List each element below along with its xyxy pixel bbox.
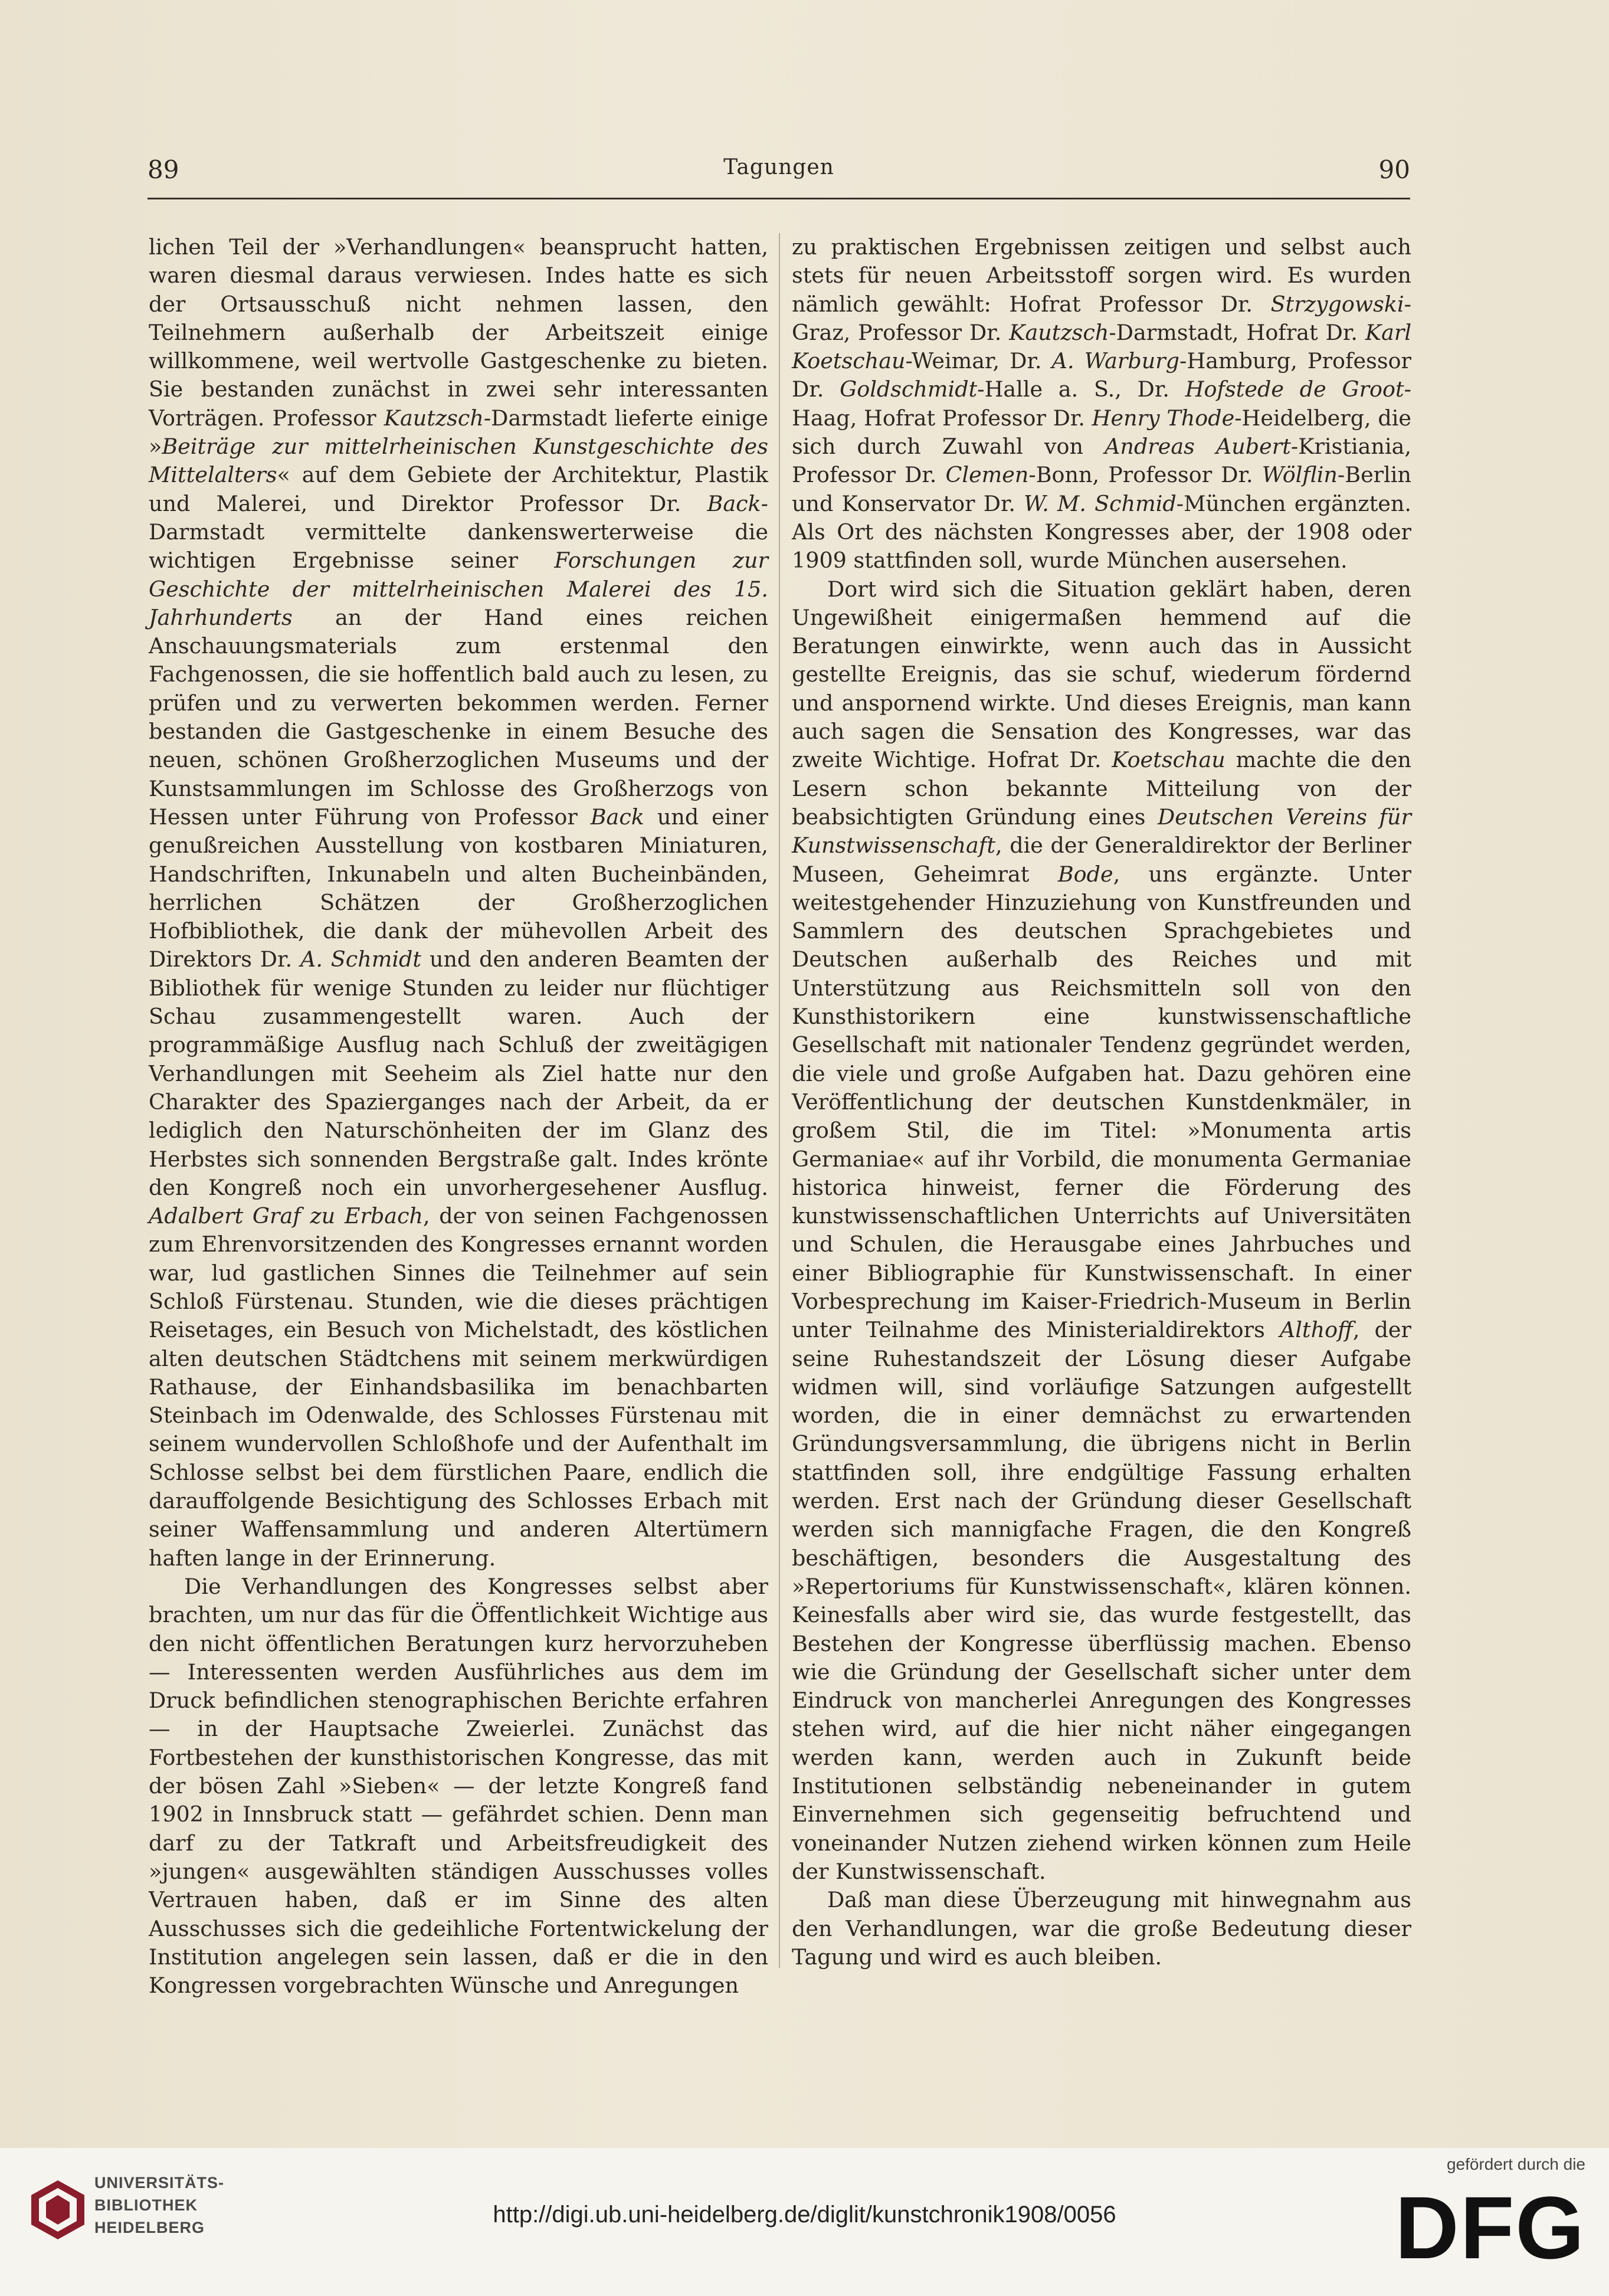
running-title: Tagungen [723,155,834,179]
left-paragraph-1: lichen Teil der »Verhandlungen« beansprucht hatten, waren diesmal daraus verwiesen. Indes hatte es sich der Ortsausschuß nicht nehmen lassen, den Teilnehmern außerhalb der Arbeitszeit einige willkommene, weil wertvolle Gastgeschenke zu bieten. Sie bestanden zunächst in zwei sehr interessanten Vorträgen. Professor Kautzsch-Darmstadt lieferte einige »Beiträge zur mittelrheinischen Kunstgeschichte des Mittelalters« auf dem Gebiete der Architektur, Plastik und Malerei, und Direktor Professor Dr. Back-Darmstadt vermittelte dankenswerterweise die wichtigen Ergebnisse seiner Forschungen zur Geschichte der mittelrheinischen Malerei des 15. Jahrhunderts an der Hand eines reichen Anschauungsmaterials zum erstenmal den Fachgenossen, die sie hoffentlich bald auch zu lesen, zu prüfen und zu verwerten bekommen werden. Ferner bestanden die Gastgeschenke in einem Besuche des neuen, schönen Großherzoglichen Museums und der Kunstsammlungen im Schlosse des Großherzogs von Hessen unter Führung von Professor Back und einer genußreichen Ausstellung von kostbaren Miniaturen, Handschriften, Inkunabeln und alten Bucheinbänden, herrlichen Schätzen der Großherzoglichen Hofbibliothek, die dank der mühevollen Arbeit des Direktors Dr. A. Schmidt und den anderen Beamten der Bibliothek für wenige Stunden zu leider nur flüchtiger Schau zusammengestellt waren. Auch der programmäßige Ausflug nach Schluß der zweitägigen Verhandlungen mit Seeheim als Ziel hatte nur den Charakter des Spazierganges nach der Arbeit, da er lediglich den Naturschönheiten der im Glanz des Herbstes sich sonnenden Bergstraße galt. Indes krönte den Kongreß noch ein unvorhergesehener Ausflug. Adalbert Graf zu Erbach, der von seinen Fachgenossen zum Ehrenvorsitzenden des Kongresses ernannt worden war, lud gastlichen Sinnes die Teilnehmer auf sein Schloß Fürstenau. Stunden, wie die dieses prächtigen Reisetages, ein Besuch von Michelstadt, des köstlichen alten deutschen Städtchens mit seinem merkwürdigen Rathause, der Einhandsbasilika im benachbarten Steinbach im Odenwalde, des Schlosses Fürstenau mit seinem wundervollen Schloßhofe und der Aufenthalt im Schlosse selbst bei dem fürstlichen Paare, endlich die darauffolgende Besichtigung des Schlosses Erbach mit seiner Waffensammlung und anderen Altertümern haften lange in der Erinnerung. [149,234,769,1571]
page-number-left: 89 [148,155,179,184]
running-header [148,150,1410,199]
right-column [792,233,1411,1971]
dfg-logo: DFG [1395,2178,1585,2277]
right-paragraph-3: Daß man diese Überzeugung mit hinwegnahm aus den Verhandlungen, war die große Bedeutung dieser Tagung und wird es auch bleiben. [792,1887,1411,1970]
right-paragraph-1: zu praktischen Ergebnissen zeitigen und selbst auch stets für neuen Arbeitsstoff sorgen wird. Es wurden nämlich gewählt: Hofrat Professor Dr. Strzygowski-Graz, Professor Dr. Kautzsch-Darmstadt, Hofrat Dr. Karl Koetschau-Weimar, Dr. A. Warburg-Hamburg, Professor Dr. Goldschmidt-Halle a. S., Dr. Hofstede de Groot-Haag, Hofrat Professor Dr. Henry Thode-Heidelberg, die sich durch Zuwahl von Andreas Aubert-Kristiania, Professor Dr. Clemen-Bonn, Professor Dr. Wölflin-Berlin und Konservator Dr. W. M. Schmid-München ergänzten. Als Ort des nächsten Kongresses aber, der 1908 oder 1909 stattfinden soll, wurde München ausersehen. [792,234,1412,574]
library-name: UNIVERSITÄTS- BIBLIOTHEK HEIDELBERG [94,2174,225,2236]
funded-by-label: gefördert durch die [1446,2155,1585,2173]
right-paragraph-2: Dort wird sich die Situation geklärt haben, deren Ungewißheit einigermaßen hemmend auf die Beratungen einwirkte, wenn auch das in Aussicht gestellte Ereignis, das sie schuf, wiederum fördernd und anspornend wirkte. Und dieses Ereignis, man kann auch sagen die Sensation des Kongresses, war das zweite Wichtige. Hofrat Dr. Koetschau machte die den Lesern schon bekannte Mitteilung von der beabsichtigten Gründung eines Deutschen Vereins für Kunstwissenschaft, die der Generaldirektor der Berliner Museen, Geheimrat Bode, uns ergänzte. Unter weitestgehender Hinzuziehung von Kunstfreunden und Sammlern des deutschen Sprachgebietes und Deutschen außerhalb des Reiches und mit Unterstützung aus Reichsmitteln soll von den Kunsthistorikern eine kunstwissenschaftliche Gesellschaft mit nationaler Tendenz gegründet werden, die viele und große Aufgaben hat. Dazu gehören eine Veröffentlichung der deutschen Kunstdenkmäler, in großem Stil, die im Titel: »Monumenta artis Germaniae« auf ihr Vorbild, die monumenta Germaniae historica hinweist, ferner die Förderung des kunstwissenschaftlichen Unterrichts auf Universitäten und Schulen, die Herausgabe eines Jahrbuches und einer Bibliographie für Kunstwissenschaft. In einer Vorbesprechung im Kaiser-Friedrich-Museum in Berlin unter Teilnahme des Ministerialdirektors Althoff, der seine Ruhestandszeit der Lösung dieser Aufgabe widmen will, sind vorläufige Satzungen aufgestellt worden, die in einer demnächst zu erwartenden Gründungsversammlung, die übrigens nicht in Berlin stattfinden soll, ihre endgültige Fassung erhalten werden. Erst nach der Gründung dieser Gesellschaft werden sich mannigfache Fragen, die den Kongreß beschäftigen, besonders die Ausgestaltung des »Repertoriums für Kunstwissenschaft«, klären können. Keinesfalls aber wird sie, das wurde festgestellt, das Bestehen der Kongresse überflüssig machen. Ebenso wie die Gründung der Gesellschaft sicher unter dem Eindruck von mancherlei Anregungen des Kongresses stehen wird, auf die hier nicht näher eingegangen werden kann, werden auch in Zukunft beide Institutionen selbständig nebeneinander in gutem Einvernehmen sich gegenseitig befruchtend und voneinander Nutzen ziehend wirken können zum Heile der Kunstwissenschaft. [792,576,1412,1884]
source-url-link[interactable]: http://digi.ub.uni-heidelberg.de/diglit/kunstchronik1908/0056 [493,2202,1116,2228]
left-column [149,233,768,2000]
left-paragraph-2: Die Verhandlungen des Kongresses selbst aber brachten, um nur das für die Öffentlichkeit Wichtige aus den nicht öffentlichen Beratungen kurz hervorzuheben — Interessenten werden Ausführliches aus dem im Druck befindlichen stenographischen Berichte erfahren — in der Hauptsache Zweierlei. Zunächst das Fortbestehen der kunsthistorischen Kongresse, das mit der bösen Zahl »Sieben« — der letzte Kongreß fand 1902 in Innsbruck statt — gefährdet schien. Denn man darf zu der Tatkraft und Arbeitsfreudigkeit des »jungen« ausgewählten ständigen Ausschusses volles Vertrauen haben, daß er im Sinne des alten Ausschusses sich die gedeihliche Fortentwickelung der Institution angelegen sein lassen, daß er die in den Kongressen vorgebrachten Wünsche und Anregungen [149,1573,768,1999]
column-divider [779,233,780,1968]
page-number-right: 90 [1378,155,1410,184]
